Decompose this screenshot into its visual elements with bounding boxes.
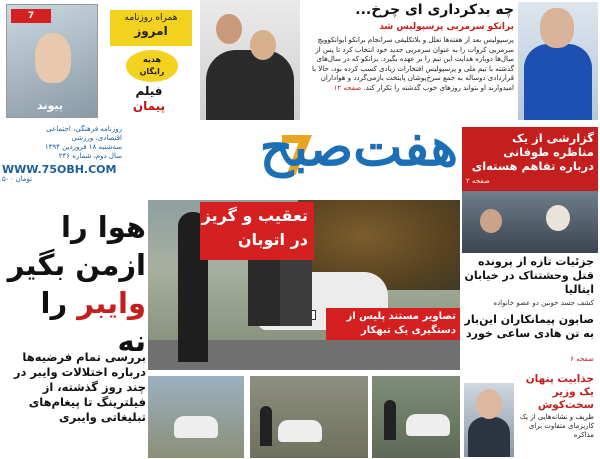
top-strip (0, 0, 600, 123)
headline-line3 (2, 284, 146, 360)
headline-line3-rest: را نه (40, 286, 146, 358)
masthead (0, 117, 462, 187)
lead-page-ref: صفحه ۱۲ (333, 83, 362, 92)
magazine-logo: 7 (11, 9, 51, 23)
newspaper-logo: هفت‌صبح (259, 117, 458, 178)
players-photo (200, 0, 300, 120)
player-head-b (250, 30, 276, 60)
manager-head (540, 8, 574, 48)
story1-person-a (480, 209, 502, 233)
story1-person-b (546, 205, 570, 231)
thumb1-car (174, 416, 218, 438)
story4-box (462, 373, 598, 459)
promo-box (100, 4, 198, 118)
promo-label (110, 10, 192, 46)
film-title: پیمان (132, 99, 166, 113)
story1-page: صفحه ۲ (466, 177, 490, 185)
story3-page: صفحه ۶ (570, 355, 594, 363)
main-headline (2, 208, 146, 360)
story4-sub: ظریف و نشانه‌هایی از یک کاریزمای متفاوت برای مذاکره (519, 413, 594, 439)
right-column (462, 123, 600, 459)
logo-band (60, 117, 462, 187)
players-body (206, 50, 294, 120)
story1-photo (462, 191, 598, 253)
film-promo (106, 84, 192, 114)
headline-line1: هوا را (61, 210, 146, 244)
story2-sub: کشف جسد خونین دو عضو خانواده (493, 299, 594, 307)
lead-body-text: پرسپولیس بعد از هفته‌ها تعلل و بلاتکلیفی سرانجام برانکو ایوانکوویچ سرمربی کروات را به عنوان سرمربی جدید خود انتخاب کرد تا پس از سال‌ها دوباره هدایت این تیم را بر عهده بگیرد. برانکو که در سال‌های گذشته با تیم ملی و پرسپولیس افتخارات زیادی کسب کرده بود، حالا با قراردادی دوساله به جمع سرخ‌پوشان پایتخت بازمی‌گردد و هواداران امیدوارند او بتواند روزهای خوب گذشته را تکرار کند. (311, 36, 514, 92)
story3-title: صابون پیمانکاران این‌بار به تن هادی ساعی خورد (464, 313, 594, 340)
magazine-face (35, 33, 71, 83)
headline-dek: بررسی تمام فرضیه‌ها درباره اختلالات وایبر در چند روز گذشته، از فیلترینگ تا پیغام‌های تبلیغاتی وایبری (13, 350, 146, 424)
magazine-cover-image (6, 4, 98, 118)
minister-body (468, 417, 510, 457)
badge-line2: رایگان (139, 67, 165, 76)
photo-caption-top: تعقیب و گریز در اتوبان (200, 202, 314, 260)
story2-title: جزئیات تازه از پرونده قتل وحشتناک در خیابان ایتالیا (464, 255, 594, 296)
story1-box (462, 127, 598, 191)
promo-line2: امروز (134, 24, 168, 38)
minister-head (476, 389, 502, 419)
masthead-url: WWW.75OBH.COM (2, 163, 117, 176)
thumbnail-1 (148, 376, 244, 458)
promo-line1: همراه روزنامه (124, 13, 178, 23)
masthead-price: ۵۰۰ تومان (2, 175, 33, 183)
lead-subheadline: برانکو سرمربی پرسپولیس شد (379, 22, 514, 32)
headline-red-word: وایبر (77, 286, 146, 320)
story4-title: جذابیت پنهان یک وزیر سخت‌کوش (525, 373, 594, 411)
manager-photo (518, 2, 598, 120)
thumb2-car (278, 420, 322, 442)
badge-line1: هدیه (142, 55, 162, 64)
lead-story (302, 2, 514, 120)
thumbnail-2 (250, 376, 368, 458)
gift-badge (126, 50, 178, 82)
thumb3-car (406, 414, 450, 436)
lead-body (302, 36, 514, 93)
date-line: سه‌شنبه ۱۸ فروردین ۱۳۹۴ (44, 143, 122, 151)
thumbnail-3 (372, 376, 460, 458)
thumb2-person (260, 406, 272, 446)
player-head-a (216, 14, 242, 44)
issue-line: سال دوم، شماره ۲۴۶ (58, 152, 122, 160)
film-label: فیلم (135, 84, 163, 98)
minister-photo (464, 383, 514, 457)
magazine-title: پیوند (37, 99, 64, 112)
info-line2: اقتصادی، ورزشی (71, 134, 122, 142)
manager-body (524, 44, 592, 120)
lead-headline: چه بدکرداری ای چرخ... (355, 2, 514, 18)
photo-caption-bottom: تصاویر مستند پلیس از دستگیری یک تبهکار (326, 308, 460, 340)
info-line1: روزنامه فرهنگی، اجتماعی (46, 125, 122, 133)
headline-line2: ازمن بگیر (7, 248, 146, 282)
story1-title: گزارشی از یک مناظره طوفانی درباره تفاهم هسته‌ای (471, 131, 594, 173)
thumb3-person (384, 400, 396, 440)
